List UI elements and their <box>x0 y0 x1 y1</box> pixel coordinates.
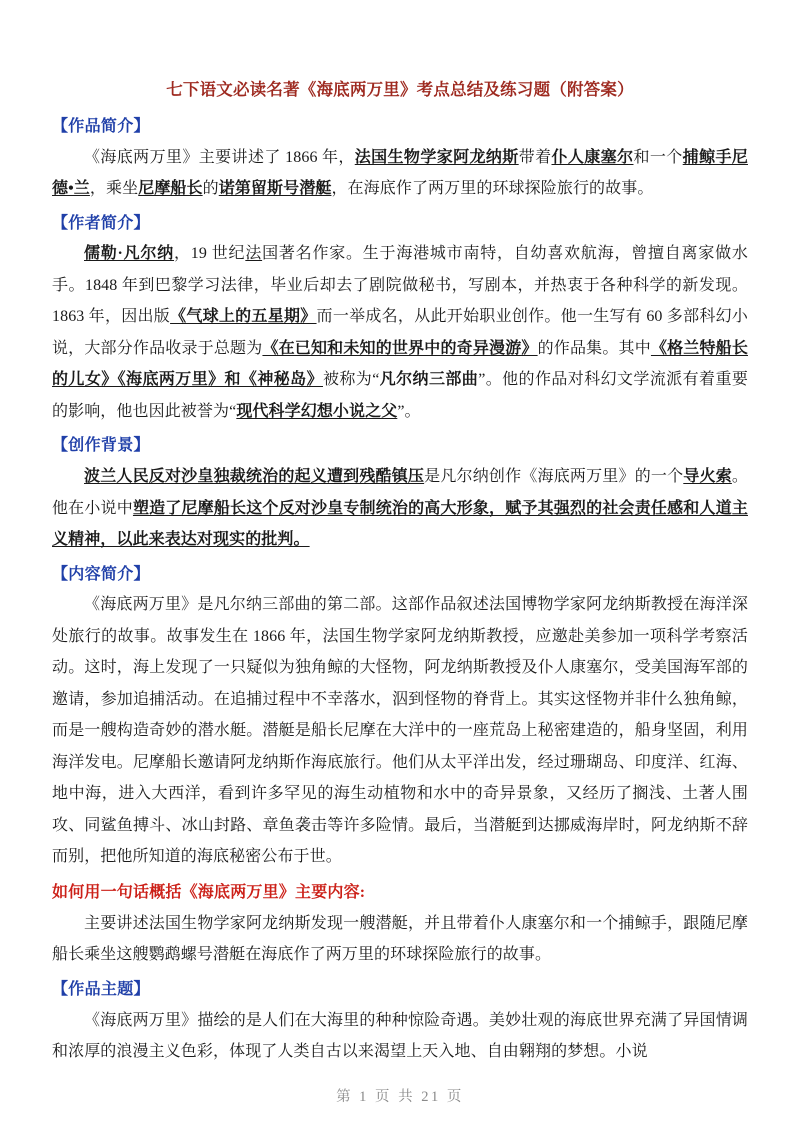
text-run: 的 <box>202 180 219 198</box>
text-run-emphasis: 导火索 <box>683 468 732 486</box>
text-run: ，乘坐 <box>89 180 139 198</box>
text-run: ”。 <box>397 402 421 420</box>
text-run-emphasis: 《在已知和未知的世界中的奇异漫游》 <box>262 339 538 357</box>
paragraph-work-theme: 《海底两万里》描绘的是人们在大海里的种种惊险奇遇。美妙壮观的海底世界充满了异国情调和浓厚的浪漫主义色彩，体现了人类自古以来渴望上天入地、自由翱翔的梦想。小说 <box>52 1011 748 1061</box>
text-run: 是凡尔纳创作《海底两万里》的一个 <box>424 468 684 486</box>
text-run: 带着 <box>518 148 552 166</box>
paragraph-author-intro <box>52 238 748 427</box>
section-heading-work-theme: 【作品主题】 <box>52 980 150 998</box>
section-heading-creation-background: 【创作背景】 <box>52 437 150 455</box>
paragraph-one-sentence-summary: 主要讲述法国生物学家阿龙纳斯发现一艘潜艇，并且带着仆人康塞尔和一个捕鲸手，跟随尼摩船长乘坐这艘鹦鹉螺号潜艇在海底作了两万里的环球探险旅行的故事。 <box>52 914 748 964</box>
text-run: ”。他的作品对科幻文学流派有着重要的影响，他也因此被誉为“ <box>52 371 748 420</box>
text-run-emphasis: 儒勒·凡尔纳 <box>84 245 175 263</box>
section-heading-work-intro: 【作品简介】 <box>52 117 150 135</box>
section-heading-one-sentence-summary: 如何用一句话概括《海底两万里》主要内容: <box>52 883 366 901</box>
text-run: 和一个 <box>633 148 683 166</box>
text-run-emphasis: 《格兰特船长的儿女》《海底两万里》和《神秘岛》 <box>52 339 748 389</box>
text-run-emphasis: 法国生物学家阿龙纳斯 <box>354 148 519 166</box>
page-title: 七下语文必读名著《海底两万里》考点总结及练习题（附答案） <box>166 80 634 99</box>
text-run-emphasis: 《气球上的五星期》 <box>170 308 317 326</box>
text-run-emphasis: 捕鲸手尼德•兰 <box>52 148 748 198</box>
paragraph-work-intro <box>52 142 748 205</box>
text-run-emphasis: 诺第留斯号潜艇 <box>218 180 332 198</box>
text-run: ，在海底作了两万里的环球探险旅行的故事。 <box>331 180 654 198</box>
paragraph-creation-background <box>52 461 748 556</box>
text-run: 《海底两万里》主要讲述了 1866 年， <box>84 148 355 166</box>
text-run: 国著名作家。生于海港城市南特，自幼喜欢航海，曾擅自离家做水手。1848 年到巴黎学习法律，毕业后却去了剧院做秘书，写剧本，并热衷于各种科学的新发现。1863 年，因出版 <box>52 245 748 326</box>
text-run-emphasis: 波兰人民反对沙皇独裁统治的起义遭到残酷镇压 <box>84 468 425 486</box>
text-run-emphasis: 尼摩船长 <box>138 180 203 198</box>
section-heading-author-intro: 【作者简介】 <box>52 214 150 232</box>
text-run: 。他在小说中 <box>52 468 748 517</box>
text-run-emphasis: 现代科学幻想小说之父 <box>236 402 398 420</box>
text-run: 而一举成名，从此开始职业创作。他一生写有 60 多部科幻小说，大部分作品收录于总题为 <box>52 308 748 357</box>
paragraph-content-intro: 《海底两万里》是凡尔纳三部曲的第二部。这部作品叙述法国博物学家阿龙纳斯教授在海洋深处旅行的故事。故事发生在 1866 年，法国生物学家阿龙纳斯教授，应邀赴美参加一项科学考察活动。这时，海上发现了一只疑似为独角鲸的大怪物，阿龙纳斯教授及仆人康塞尔，受美国海军部的邀请，参加追捕活动。在追捕过程中不幸落水，泅到怪物的脊背上。其实这怪物并非什么独角鲸，而是一艘构造奇妙的潜水艇。潜艇是船长尼摩在大洋中的一座荒岛上秘密建造的，船身坚固，利用海洋发电。尼摩船长邀请阿龙纳斯作海底旅行。他们从太平洋出发，经过珊瑚岛、印度洋、红海、地中海，进入大西洋，看到许多罕见的海生动植物和水中的奇异景象，又经历了搁浅、土著人围攻、同鲨鱼搏斗、冰山封路、章鱼袭击等许多险情。最后，当潜艇到达挪威海岸时，阿龙纳斯不辞而别，把他所知道的海底秘密公布于世。 <box>52 596 748 866</box>
text-run-underline: 法 <box>245 245 263 263</box>
text-run-bold: 凡尔纳三部曲 <box>379 371 479 389</box>
text-run-emphasis: 塑造了尼摩船长这个反对沙皇专制统治的高大形象，赋予其强烈的社会责任感和人道主义精神，以此来表达对现实的批判。 <box>52 499 748 549</box>
text-run: ，19 世纪 <box>174 245 246 263</box>
text-run-emphasis: 仆人康塞尔 <box>551 148 634 166</box>
text-run: 的作品集。其中 <box>537 339 651 357</box>
page-footer: 第 1 页 共 21 页 <box>336 1089 464 1105</box>
text-run: 被称为“ <box>322 371 380 389</box>
section-heading-content-intro: 【内容简介】 <box>52 565 150 583</box>
